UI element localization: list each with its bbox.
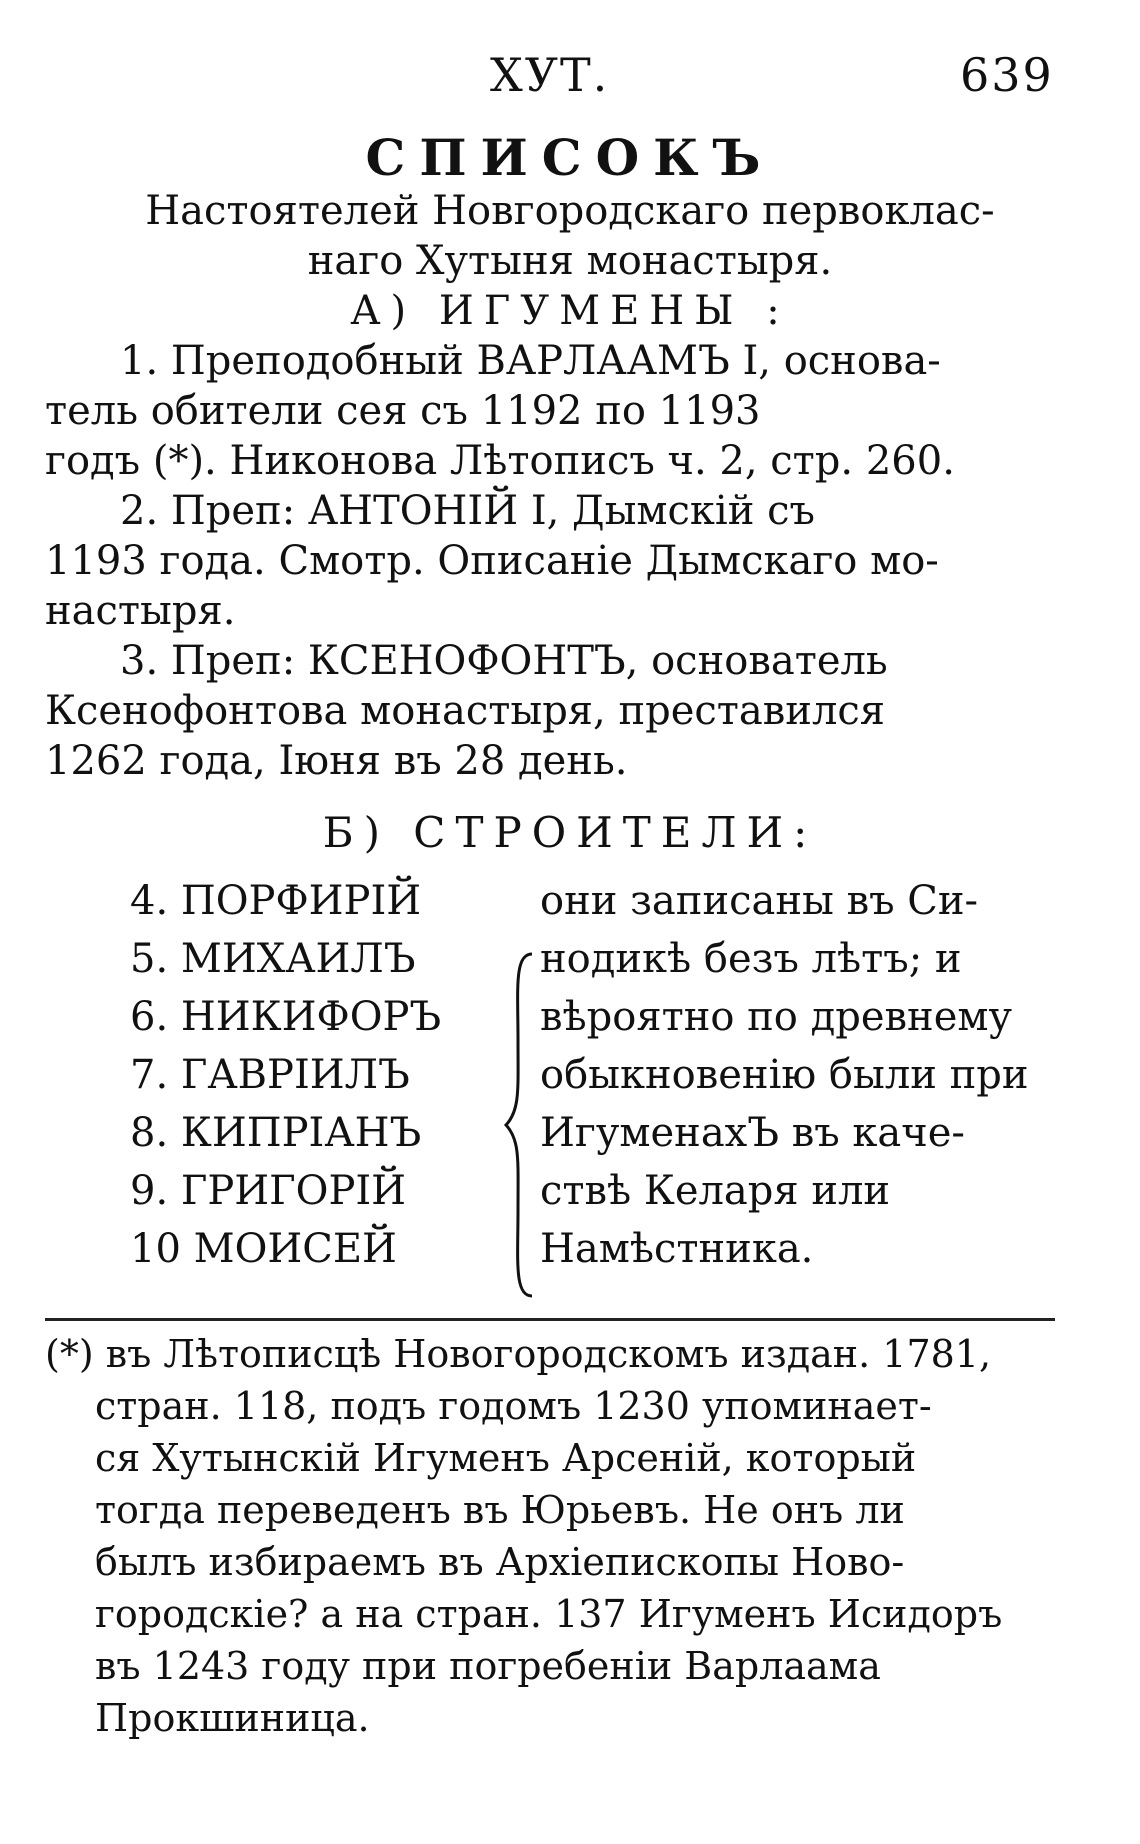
builder-note-line: вѣроятно по древнему [540, 994, 1013, 1040]
builder-note-line: они записаны въ Си- [540, 878, 979, 924]
builder-row [130, 1226, 1050, 1286]
section-b-heading: Б) СТРОИТЕЛИ: [322, 808, 818, 857]
abbot-entry-2-line-2: 1193 года. Смотр. Описаніе Дымскаго мо- [45, 538, 939, 584]
abbot-entry-3-line-2: Ксенофонтова монастыря, преставился [45, 688, 885, 734]
builder-row [130, 1168, 1050, 1228]
footnote-line: (*) въ Лѣтописцѣ Новогородскомъ издан. 1781, [45, 1332, 992, 1376]
builder-row [130, 994, 1050, 1054]
builder-name: 7. ГАВРІИЛЪ [130, 1052, 410, 1098]
footnote-line: городскіе? а на стран. 137 Игуменъ Исидоръ [95, 1592, 1003, 1636]
builder-name: 4. ПОРФИРІЙ [130, 878, 422, 924]
abbot-entry-3-line-1: 3. Преп: КСЕНОФОНТЪ, основатель [120, 638, 888, 684]
abbot-entry-1-line-3: годъ (*). Никонова Лѣтописъ ч. 2, стр. 260. [45, 438, 955, 484]
builder-name: 9. ГРИГОРІЙ [130, 1168, 407, 1214]
footnote-line: ся Хутынскій Игуменъ Арсеній, который [95, 1436, 917, 1480]
builder-name: 6. НИКИФОРЪ [130, 994, 442, 1040]
builder-row [130, 1052, 1050, 1112]
abbot-entry-2-line-3: настыря. [45, 588, 236, 634]
builder-row [130, 936, 1050, 996]
builder-row [130, 878, 1050, 938]
footnote-divider [45, 1318, 1055, 1321]
footnote-line: былъ избираемъ въ Архіепископы Ново- [95, 1540, 905, 1584]
builder-name: 10 МОИСЕЙ [130, 1226, 397, 1272]
curly-brace-icon [500, 950, 540, 1300]
builder-note-line: Намѣстника. [540, 1226, 814, 1272]
footnote-line: въ 1243 году при погребеніи Варлаама [95, 1644, 881, 1688]
abbot-entry-3-line-3: 1262 года, Іюня въ 28 день. [45, 738, 628, 784]
section-a-heading: А) ИГУМЕНЫ : [350, 288, 790, 334]
abbot-entry-1-line-2: тель обители сея съ 1192 по 1193 [45, 388, 761, 434]
builder-note-line: ИгуменахЪ въ каче- [540, 1110, 965, 1156]
abbot-entry-2-line-1: 2. Преп: АНТОНІЙ I, Дымскій съ [120, 488, 815, 534]
builder-note-line: ствѣ Келаря или [540, 1168, 891, 1214]
footnote-line: тогда переведенъ въ Юрьевъ. Не онъ ли [95, 1488, 905, 1532]
builder-name: 5. МИХАИЛЪ [130, 936, 416, 982]
list-subtitle-line-2: наго Хутыня монастыря. [307, 238, 833, 284]
builder-row [130, 1110, 1050, 1170]
page-number: 639 [960, 48, 1054, 102]
footnote-line: стран. 118, подъ годомъ 1230 упоминает- [95, 1384, 932, 1428]
abbot-entry-1-line-1: 1. Преподобный ВАРЛААМЪ I, основа- [120, 338, 941, 384]
builder-note-line: обыкновенію были при [540, 1052, 1029, 1098]
builder-note-line: нодикѣ безъ лѣтъ; и [540, 936, 962, 982]
list-title: СПИСОКЪ [365, 128, 775, 187]
builder-name: 8. КИПРІАНЪ [130, 1110, 422, 1156]
footnote-line: Прокшиница. [95, 1696, 370, 1740]
running-header: ХУТ. [490, 48, 610, 102]
list-subtitle-line-1: Настоятелей Новгородскаго первоклас- [145, 188, 995, 234]
